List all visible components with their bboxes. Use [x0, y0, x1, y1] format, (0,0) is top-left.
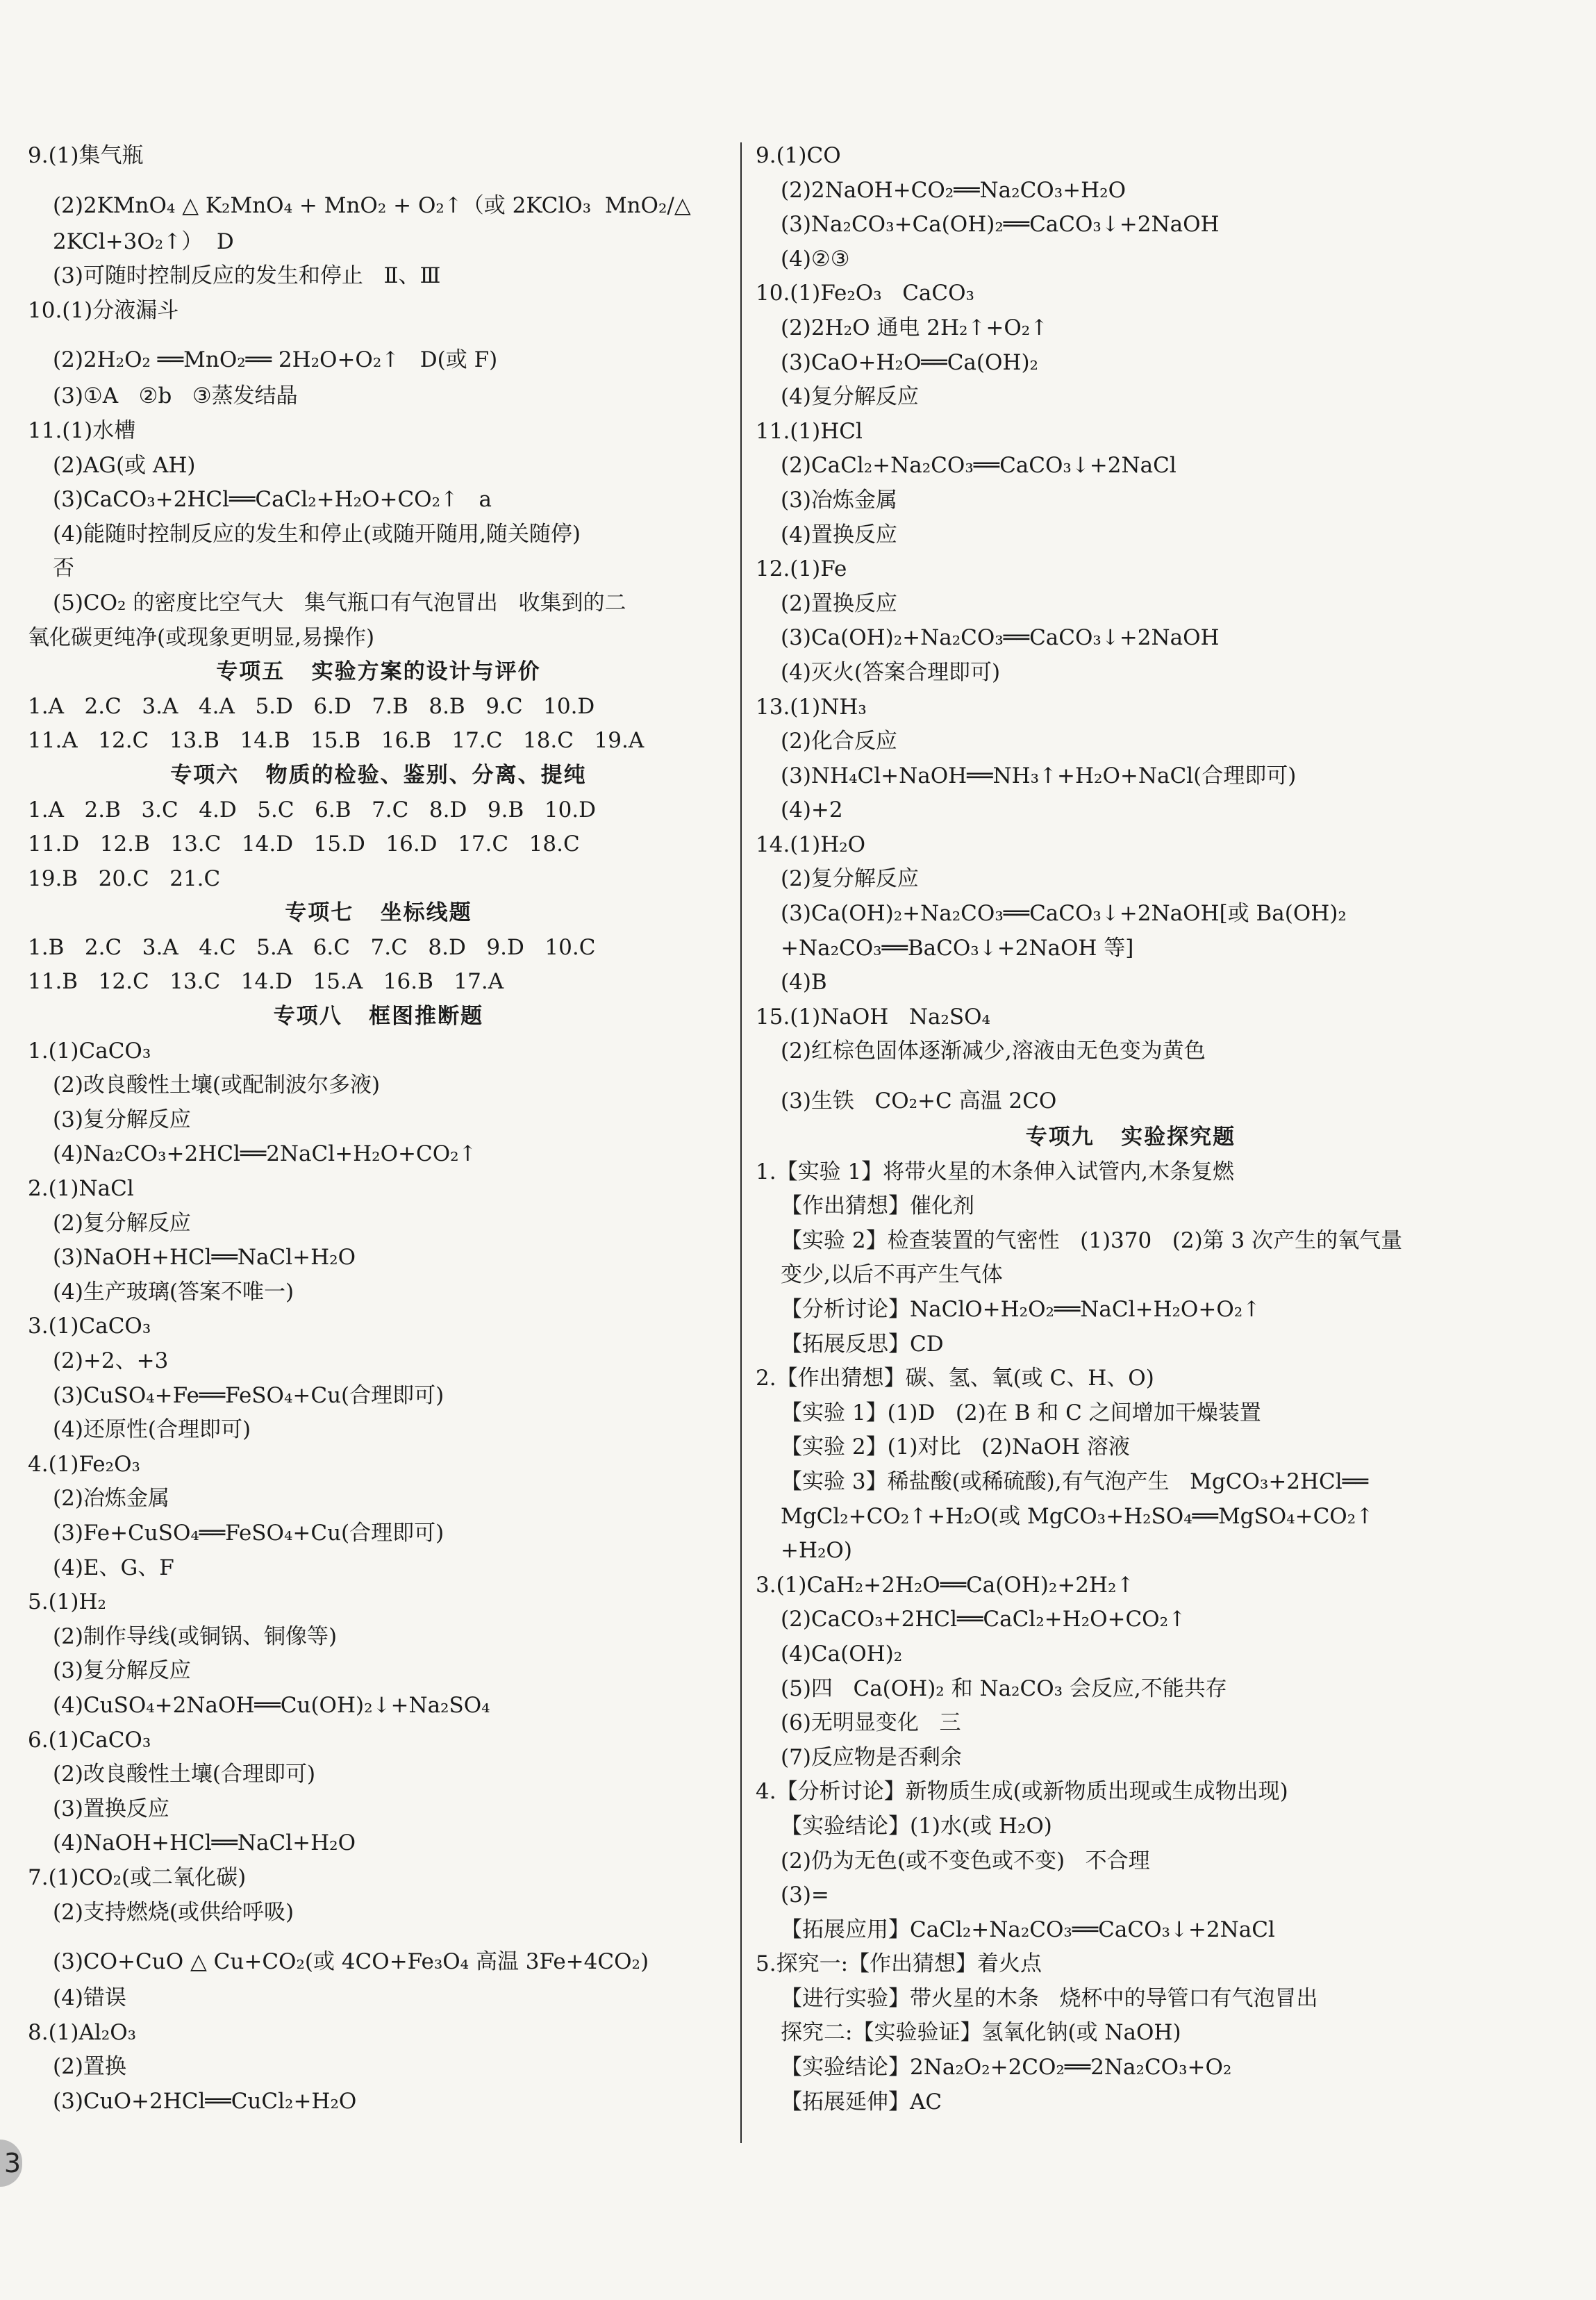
answer-line: 4.(1)Fe₂O₃ [28, 1451, 140, 1477]
answer-line: (2)AG(或 AH) [53, 452, 196, 478]
answer-line: 【作出猜想】催化剂 [781, 1193, 974, 1219]
section-heading: 专项五 实验方案的设计与评价 [216, 659, 541, 685]
answer-line: (3)CaO+H₂O══Ca(OH)₂ [781, 349, 1038, 375]
answer-line: (3)冶炼金属 [781, 487, 897, 513]
answer-line: 2.(1)NaCl [28, 1176, 134, 1202]
answer-line: (2)仍为无色(或不变色或不变) 不合理 [781, 1848, 1150, 1873]
answer-line: 11.B 12.C 13.C 14.D 15.A 16.B 17.A [28, 969, 504, 995]
answer-line: (5)四 Ca(OH)₂ 和 Na₂CO₃ 会反应,不能共存 [781, 1676, 1227, 1701]
answer-line: 9.(1)集气瓶 [28, 143, 144, 168]
answer-line: (2)制作导线(或铜锅、铜像等) [53, 1623, 338, 1649]
answer-line: (3)可随时控制反应的发生和停止 Ⅱ、Ⅲ [53, 263, 441, 289]
answer-line: +H₂O) [781, 1538, 852, 1564]
answer-line: 10.(1)Fe₂O₃ CaCO₃ [756, 281, 974, 306]
answer-line: 5.探究一:【作出猜想】着火点 [756, 1951, 1042, 1977]
answer-line: (4)Na₂CO₃+2HCl══2NaCl+H₂O+CO₂↑ [53, 1141, 477, 1167]
answer-line: 11.A 12.C 13.B 14.B 15.B 16.B 17.C 18.C 19.A [28, 728, 645, 754]
answer-line: (3)Na₂CO₃+Ca(OH)₂══CaCO₃↓+2NaOH [781, 212, 1220, 238]
answer-line: (2)置换反应 [781, 590, 897, 616]
answer-line: 【实验 3】稀盐酸(或稀硫酸),有气泡产生 MgCO₃+2HCl══ [781, 1468, 1369, 1494]
answer-line: (4)置换反应 [781, 522, 897, 547]
answer-line: (3)①A ②b ③蒸发结晶 [53, 383, 298, 409]
answer-line: (4)E、G、F [53, 1555, 174, 1580]
section-heading: 专项七 坐标线题 [285, 900, 472, 926]
answer-line: 10.(1)分液漏斗 [28, 297, 179, 323]
answer-line: 1.(1)CaCO₃ [28, 1038, 151, 1064]
answer-line: (4)还原性(合理即可) [53, 1417, 251, 1443]
answer-line: 【拓展反思】CD [781, 1331, 944, 1357]
answer-line: (2)CaCO₃+2HCl══CaCl₂+H₂O+CO₂↑ [781, 1607, 1186, 1632]
answer-line: (2)2KMnO₄ △ K₂MnO₄ + MnO₂ + O₂↑（或 2KClO₃ MnO₂/△ [53, 192, 698, 218]
answer-line: 【分析讨论】NaClO+H₂O₂══NaCl+H₂O+O₂↑ [781, 1297, 1261, 1322]
answer-line: (4)CuSO₄+2NaOH══Cu(OH)₂↓+Na₂SO₄ [53, 1692, 490, 1718]
answer-line: 【拓展应用】CaCl₂+Na₂CO₃══CaCO₃↓+2NaCl [781, 1917, 1275, 1942]
answer-line: (3)NaOH+HCl══NaCl+H₂O [53, 1245, 356, 1271]
section-heading: 专项六 物质的检验、鉴别、分离、提纯 [170, 762, 587, 788]
answer-line: 【实验结论】(1)水(或 H₂O) [781, 1813, 1052, 1839]
answer-line: (4)②③ [781, 246, 850, 272]
answer-line: (3)CuO+2HCl══CuCl₂+H₂O [53, 2088, 357, 2114]
answer-line: (2)复分解反应 [781, 866, 919, 892]
answer-line: 3.(1)CaCO₃ [28, 1314, 151, 1339]
answer-line: 14.(1)H₂O [756, 832, 866, 857]
answer-line: (2)冶炼金属 [53, 1486, 169, 1512]
answer-line: (4)错误 [53, 1985, 126, 2011]
answer-line: 2KCl+3O₂↑） D [53, 229, 234, 254]
answer-line: (4)生产玻璃(答案不唯一) [53, 1279, 294, 1305]
answer-line: 1.B 2.C 3.A 4.C 5.A 6.C 7.C 8.D 9.D 10.C [28, 934, 596, 960]
page-number: 3 [0, 2140, 22, 2187]
answer-line: (3)CaCO₃+2HCl══CaCl₂+H₂O+CO₂↑ a [53, 487, 492, 513]
answer-line: (2)复分解反应 [53, 1210, 191, 1236]
answer-line: (4)能随时控制反应的发生和停止(或随开随用,随关随停) [53, 521, 581, 547]
answer-line: (4)复分解反应 [781, 384, 919, 410]
answer-line: (2)支持燃烧(或供给呼吸) [53, 1899, 294, 1925]
answer-line: (3)Ca(OH)₂+Na₂CO₃══CaCO₃↓+2NaOH[或 Ba(OH)₂ [781, 901, 1347, 927]
answer-line: 1.A 2.C 3.A 4.A 5.D 6.D 7.B 8.B 9.C 10.D [28, 693, 595, 719]
answer-line: (6)无明显变化 三 [781, 1710, 961, 1736]
answer-line: +Na₂CO₃══BaCO₃↓+2NaOH 等] [781, 935, 1134, 961]
answer-line: (2)+2、+3 [53, 1348, 169, 1373]
answer-line: 19.B 20.C 21.C [28, 866, 221, 891]
answer-line: 否 [53, 556, 74, 581]
section-heading: 专项九 实验探究题 [1025, 1125, 1236, 1150]
answer-line: (3)复分解反应 [53, 1658, 191, 1684]
answer-line: (4)Ca(OH)₂ [781, 1641, 903, 1666]
answer-line: (2)2H₂O₂ ══MnO₂══ 2H₂O+O₂↑ D(或 F) [53, 347, 498, 373]
section-heading: 专项八 框图推断题 [273, 1004, 484, 1029]
answer-line: (2)置换 [53, 2054, 126, 2080]
answer-line: 【实验 1】(1)D (2)在 B 和 C 之间增加干燥装置 [781, 1400, 1261, 1425]
column-divider [740, 142, 742, 2143]
right-column [756, 139, 1506, 2119]
answer-line: MgCl₂+CO₂↑+H₂O(或 MgCO₃+H₂SO₄══MgSO₄+CO₂↑ [781, 1503, 1374, 1529]
answer-line: 探究二:【实验验证】氢氧化钠(或 NaOH) [781, 2020, 1181, 2046]
answer-line: 11.(1)水槽 [28, 417, 136, 443]
answer-line: 氧化碳更纯净(或现象更明显,易操作) [28, 624, 375, 650]
answer-line: 1.A 2.B 3.C 4.D 5.C 6.B 7.C 8.D 9.B 10.D [28, 797, 597, 822]
answer-line: 7.(1)CO₂(或二氧化碳) [28, 1864, 247, 1890]
answer-line: 变少,以后不再产生气体 [781, 1262, 1003, 1288]
answer-line: 【拓展延伸】AC [781, 2089, 942, 2115]
answer-line: (2)2NaOH+CO₂══Na₂CO₃+H₂O [781, 177, 1126, 203]
answer-line: 11.D 12.B 13.C 14.D 15.D 16.D 17.C 18.C [28, 832, 580, 857]
answer-line: (4)灭火(答案合理即可) [781, 659, 1001, 685]
answer-line: (3)Fe+CuSO₄══FeSO₄+Cu(合理即可) [53, 1520, 444, 1546]
answer-line: (3)生铁 CO₂+C 高温 2CO [781, 1089, 1057, 1114]
answer-line: 8.(1)Al₂O₃ [28, 2019, 137, 2045]
answer-line: (3)NH₄Cl+NaOH══NH₃↑+H₂O+NaCl(合理即可) [781, 763, 1297, 788]
answer-line: (4)B [781, 970, 827, 995]
answer-line: 9.(1)CO [756, 143, 841, 168]
answer-line: (2)化合反应 [781, 729, 897, 754]
answer-line: 12.(1)Fe [756, 556, 847, 582]
left-column [28, 139, 729, 2119]
answer-line: (3)CuSO₄+Fe══FeSO₄+Cu(合理即可) [53, 1382, 444, 1408]
answer-line: (2)红棕色固体逐渐减少,溶液由无色变为黄色 [781, 1039, 1206, 1064]
answer-line: 【进行实验】带火星的木条 烧杯中的导管口有气泡冒出 [781, 1985, 1318, 2011]
answer-line: (2)改良酸性土壤(或配制波尔多液) [53, 1073, 381, 1098]
answer-line: 【实验 2】(1)对比 (2)NaOH 溶液 [781, 1434, 1130, 1460]
answer-line: 4.【分析讨论】新物质生成(或新物质出现或生成物出现) [756, 1779, 1288, 1805]
answer-line: 2.【作出猜想】碳、氢、氧(或 C、H、O) [756, 1366, 1154, 1391]
answer-line: (3)复分解反应 [53, 1107, 191, 1132]
answer-line: (2)改良酸性土壤(合理即可) [53, 1762, 316, 1787]
answer-line: (5)CO₂ 的密度比空气大 集气瓶口有气泡冒出 收集到的二 [53, 590, 626, 615]
answer-line: (4)NaOH+HCl══NaCl+H₂O [53, 1830, 356, 1856]
answer-line: (2)2H₂O 通电 2H₂↑+O₂↑ [781, 315, 1049, 340]
answer-line: (2)CaCl₂+Na₂CO₃══CaCO₃↓+2NaCl [781, 453, 1177, 479]
answer-line: 1.【实验 1】将带火星的木条伸入试管内,木条复燃 [756, 1159, 1235, 1184]
answer-line: (3)Ca(OH)₂+Na₂CO₃══CaCO₃↓+2NaOH [781, 625, 1220, 651]
answer-line: 13.(1)NH₃ [756, 694, 867, 720]
answer-line: (3)CO+CuO △ Cu+CO₂(或 4CO+Fe₃O₄ 高温 3Fe+4CO₂) [53, 1949, 649, 1975]
answer-line: 【实验结论】2Na₂O₂+2CO₂══2Na₂CO₃+O₂ [781, 2055, 1232, 2080]
answer-line: (4)+2 [781, 797, 843, 823]
answer-line: 6.(1)CaCO₃ [28, 1727, 151, 1753]
answer-line: 15.(1)NaOH Na₂SO₄ [756, 1004, 990, 1029]
answer-line: (3)置换反应 [53, 1796, 169, 1821]
answer-line: (3)= [781, 1883, 829, 1908]
answer-line: 11.(1)HCl [756, 418, 863, 444]
answer-line: 5.(1)H₂ [28, 1589, 106, 1615]
answer-line: (7)反应物是否剩余 [781, 1744, 962, 1770]
answer-line: 3.(1)CaH₂+2H₂O══Ca(OH)₂+2H₂↑ [756, 1572, 1135, 1598]
answer-line: 【实验 2】检查装置的气密性 (1)370 (2)第 3 次产生的氧气量 [781, 1227, 1403, 1253]
